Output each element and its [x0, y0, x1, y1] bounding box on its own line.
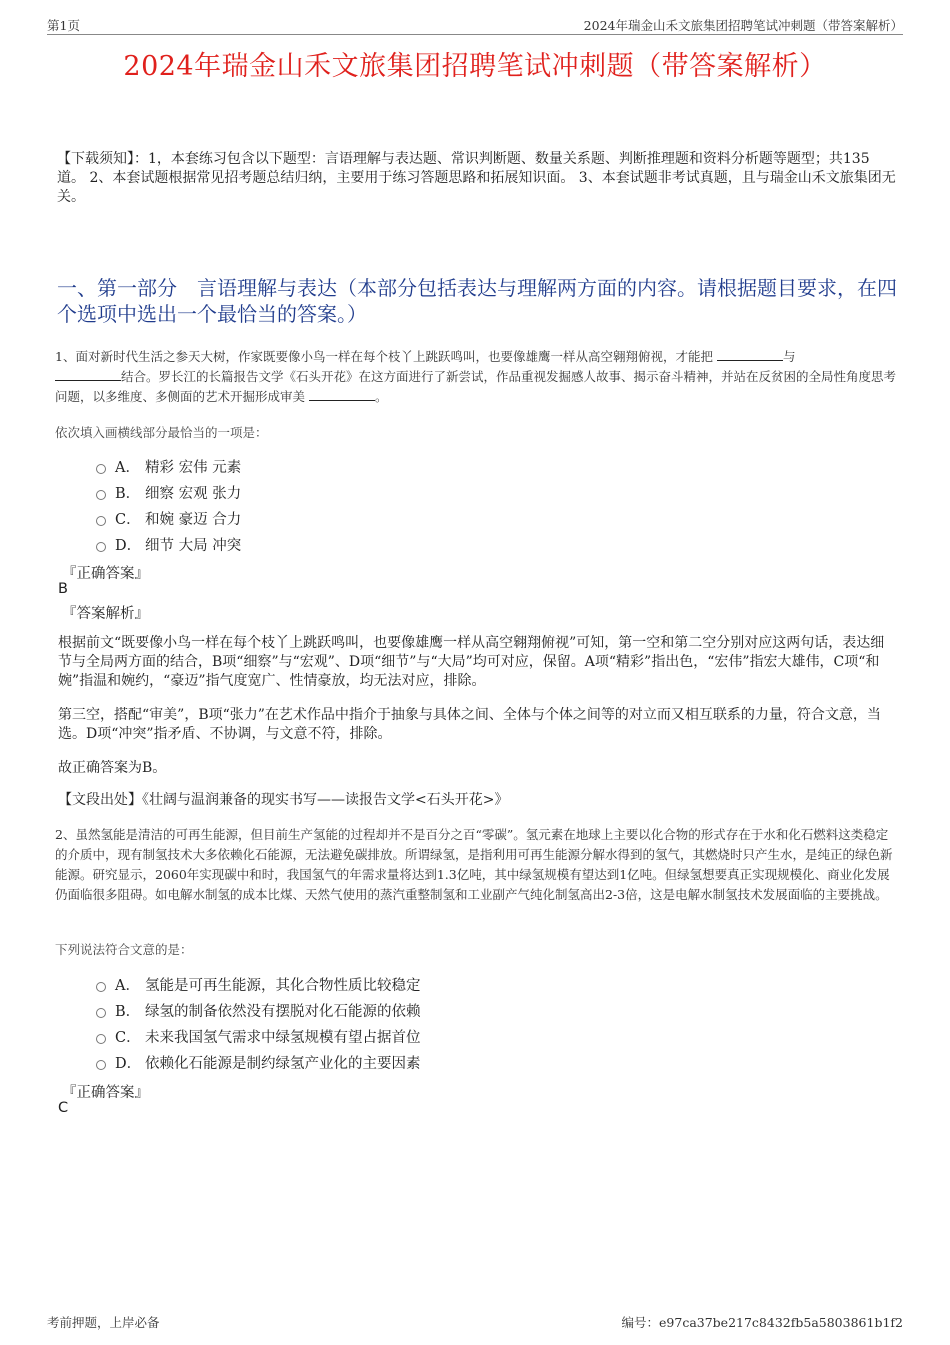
explanation-paragraph: 根据前文“既要像小鸟一样在每个枝丫上跳跃鸣叫，也要像雄鹰一样从高空翱翔俯视”可知，第一空和第二空分别对应这两句话，表达细节与全局两方面的结合，B项“细察”与“宏观”、D项“细节”与“大局”均可对应，保留。A项“精彩”指出色，“宏伟”指宏大雄伟，C项“和婉”指温和婉约，“豪迈”指气度宽广、性情豪放，均无法对应，排除。: [58, 635, 885, 689]
option-b[interactable]: B． 细察 宏观 张力: [96, 479, 241, 505]
explanation-label: 『答案解析』: [62, 606, 149, 622]
question-1-text: 1、面对新时代生活之参天大树，作家既要像小鸟一样在每个枝丫上跳跃鸣叫，也要像雄鹰一样从高空翱翔俯视，才能把 与 结合。罗长江的长篇报告文学《石头开花》在这方面进行了新尝试，作品重视发掘感人故事、揭示奋斗精神，并站在反贫困的全局性角度思考问题，以多维度、多侧面的艺术开掘形成审美 。: [55, 349, 897, 404]
option-d[interactable]: D． 细节 大局 冲突: [96, 531, 241, 557]
radio-icon[interactable]: [96, 464, 106, 474]
footer-document-id: 编号：e97ca37be217c8432fb5a5803861b1f2: [621, 1315, 903, 1330]
question-2-prompt: 下列说法符合文意的是：: [55, 942, 193, 957]
option-a[interactable]: A． 精彩 宏伟 元素: [96, 453, 241, 479]
correct-answer-value: B: [58, 581, 68, 597]
radio-icon[interactable]: [96, 516, 106, 526]
option-a[interactable]: A． 氢能是可再生能源，其化合物性质比较稳定: [96, 971, 421, 997]
question-1-prompt: 依次填入画横线部分最恰当的一项是：: [55, 425, 268, 440]
option-c[interactable]: C． 和婉 豪迈 合力: [96, 505, 241, 531]
question-1-options: [96, 453, 241, 557]
explanation-paragraph: 第三空，搭配“审美”，B项“张力”在艺术作品中指介于抽象与具体之间、全体与个体之间等的对立而又相互联系的力量，符合文意，当选。D项“冲突”指矛盾、不协调，与文意不符，排除。: [58, 707, 881, 742]
option-b[interactable]: B． 绿氢的制备依然没有摆脱对化石能源的依赖: [96, 997, 421, 1023]
radio-icon[interactable]: [96, 1034, 106, 1044]
correct-answer-value: C: [58, 1100, 69, 1116]
option-c[interactable]: C． 未来我国氢气需求中绿氢规模有望占据首位: [96, 1023, 421, 1049]
source-reference: 【文段出处】《壮阔与温润兼备的现实书写——读报告文学<石头开花>》: [58, 792, 509, 808]
option-d[interactable]: D． 依赖化石能源是制约绿氢产业化的主要因素: [96, 1049, 421, 1075]
question-2-options: [96, 971, 421, 1075]
page-header: [47, 14, 903, 35]
header-doc-title: 2024年瑞金山禾文旅集团招聘笔试冲刺题（带答案解析）: [583, 18, 903, 33]
question-2-text: 2、虽然氢能是清洁的可再生能源，但目前生产氢能的过程却并不是百分之百“零碳”。氢元素在地球上主要以化合物的形式存在于水和化石燃料这类稳定的介质中，现有制氢技术大多依赖化石能源，无法避免碳排放。所谓绿氢，是指利用可再生能源分解水得到的氢气，其燃烧时只产生水，是纯正的绿色新能源。研究显示，2060年实现碳中和时，我国氢气的年需求量将达到1.3亿吨，其中绿氢规模有望达到1亿吨。但绿氢想要真正实现规模化、商业化发展仍面临很多阻碍。如电解水制氢的成本比煤、天然气使用的蒸汽重整制氢和工业副产气纯化制氢高出2-3倍，这是电解水制氢技术发展面临的主要挑战。: [55, 827, 893, 902]
blank-line: [309, 387, 375, 401]
footer-slogan: 考前押题，上岸必备: [47, 1315, 160, 1330]
radio-icon[interactable]: [96, 490, 106, 500]
correct-answer-label: 『正确答案』: [62, 566, 149, 582]
blank-line: [717, 347, 783, 361]
radio-icon[interactable]: [96, 542, 106, 552]
explanation-conclusion: 故正确答案为B。: [58, 760, 167, 776]
section-heading: 一、第一部分 言语理解与表达（本部分包括表达与理解两方面的内容。请根据题目要求，在四个选项中选出一个最恰当的答案。）: [57, 276, 897, 326]
download-notice: 【下载须知】：1，本套练习包含以下题型：言语理解与表达题、常识判断题、数量关系题、判断推理题和资料分析题等题型；共135道。 2、本套试题根据常见招考题总结归纳，主要用于练习答题思路和拓展知识面。 3、本套试题非考试真题，且与瑞金山禾文旅集团无关。: [57, 151, 896, 205]
page-number: 第1页: [47, 18, 80, 33]
correct-answer-label: 『正确答案』: [62, 1085, 149, 1101]
blank-line: [55, 367, 121, 381]
radio-icon[interactable]: [96, 1008, 106, 1018]
radio-icon[interactable]: [96, 982, 106, 992]
radio-icon[interactable]: [96, 1060, 106, 1070]
document-title: 2024年瑞金山禾文旅集团招聘笔试冲刺题（带答案解析）: [123, 51, 827, 82]
